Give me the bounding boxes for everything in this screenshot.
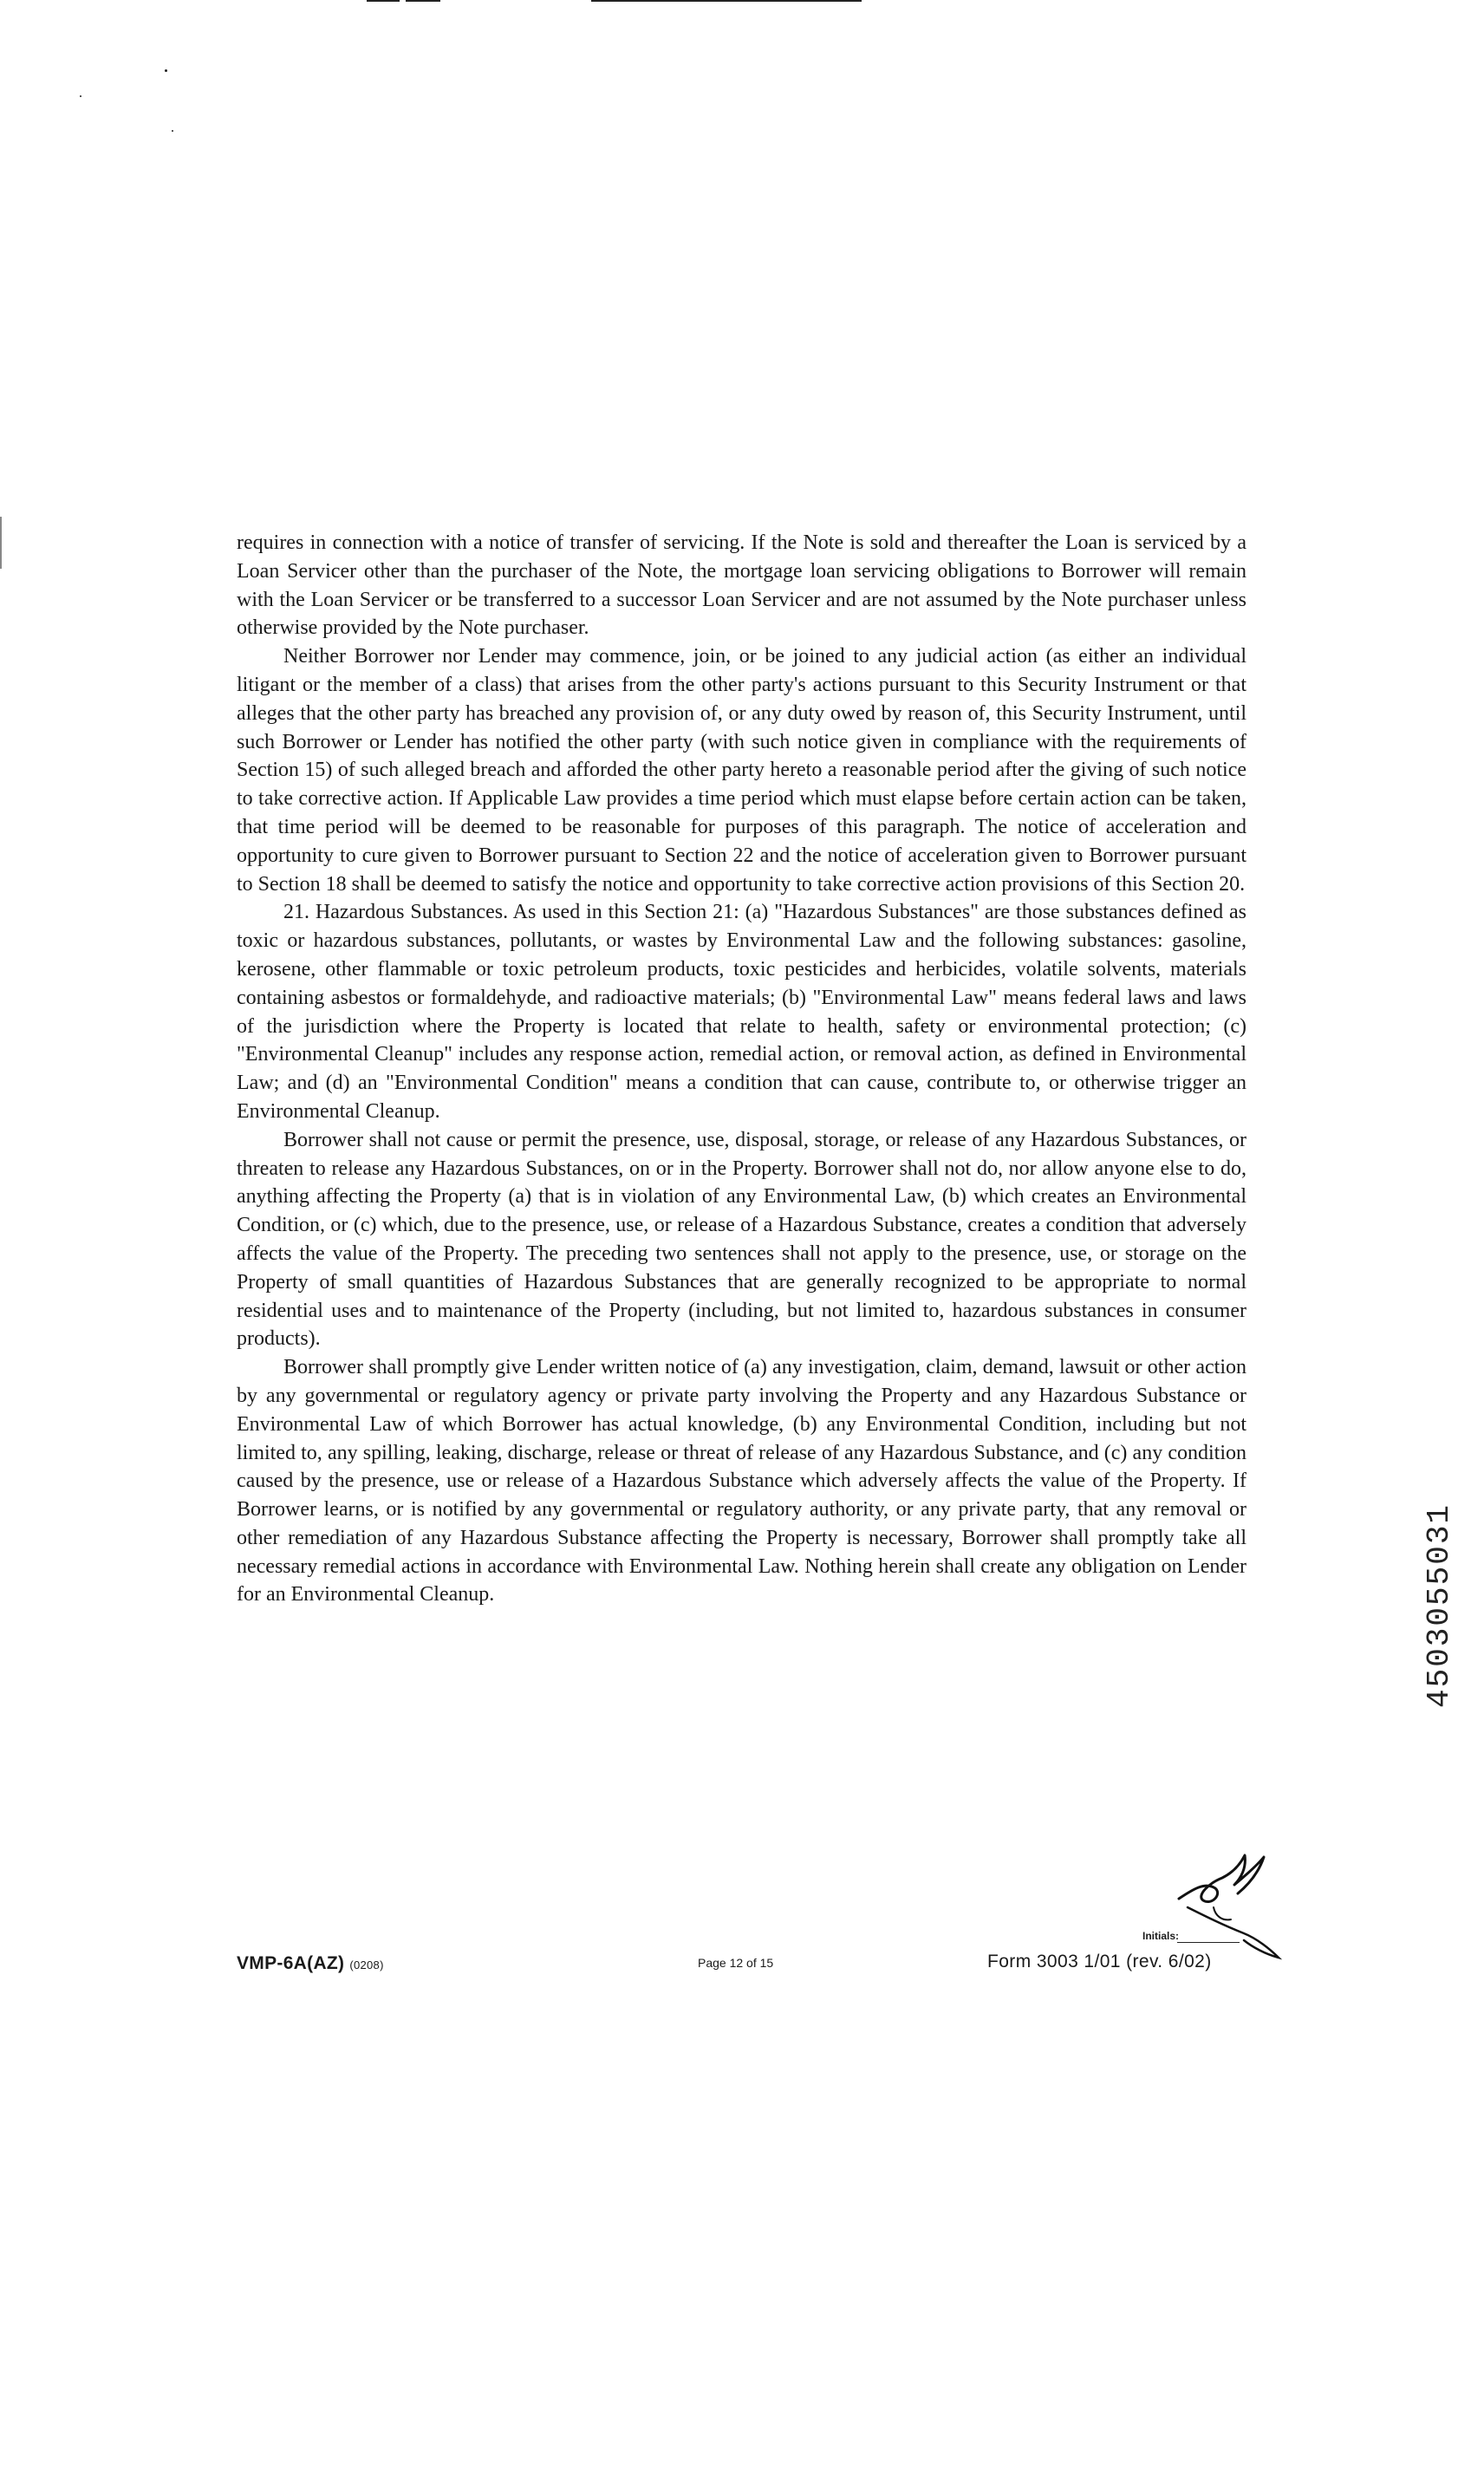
scan-dot-3 [172,130,173,132]
page-number: Page 12 of 15 [698,1956,774,1970]
initials-line [1177,1942,1240,1943]
scan-dot-2 [80,95,81,97]
form-id [237,1953,384,1974]
paragraph-borrower-shall-not: Borrower shall not cause or permit the presence, use, disposal, storage, or release of any Hazardous Substances, or threaten to release any Hazardous Substances, on or in the Property. Borrower shall not do, nor allow anyone else to do, anything affecting the Property (a) that is in violation of any Environmental Law, (b) which creates an Environmental Condition, or (c) which, due to the presence, use, or release of a Hazardous Substance, creates a condition that adversely affects the value of the Property. The preceding two sentences shall not apply to the presence, use, or storage on the Property of small quantities of Hazardous Substances that are generally recognized to be appropriate to normal residential uses and to maintenance of the Property (including, but not limited to, hazardous substances in consumer products). [237,1128,1246,1351]
paragraph-section-21: 21. Hazardous Substances. As used in this Section 21: (a) "Hazardous Substances" are those substances defined as toxic or hazardous substances, pollutants, or wastes by Environmental Law and the following substances: gasoline, kerosene, other flammable or toxic petroleum products, toxic pesticides and herbicides, volatile solvents, materials containing asbestos or formaldehyde, and radioactive materials; (b) "Environmental Law" means federal laws and laws of the jurisdiction where the Property is located that relate to health, safety or environmental protection; (c) "Environmental Cleanup" includes any response action, remedial action, or removal action, as defined in Environmental Law; and (d) an "Environmental Condition" means a condition that can cause, contribute to, or otherwise trigger an Environmental Cleanup. [237,901,1246,1123]
paragraph-judicial-action: Neither Borrower nor Lender may commence, join, or be joined to any judicial action (as either an individual litigant or the member of a class) that arises from the other party's actions pursuant to this Security Instrument or that alleges that the other party has breached any provision of, or any duty owed by reason of, this Security Instrument, until such Borrower or Lender has notified the other party (with such notice given in compliance with the requirements of Section 15) of such alleged breach and afforded the other party hereto a reasonable period after the giving of such notice to take corrective action. If Applicable Law provides a time period which must elapse before certain action can be taken, that time period will be deemed to be reasonable for purposes of this paragraph. The notice of acceleration and opportunity to cure given to Borrower pursuant to Section 22 and the notice of acceleration given to Borrower pursuant to Section 18 shall be deemed to satisfy the notice and opportunity to take corrective action provisions of this Section 20. [237,645,1246,896]
paragraph-servicer: requires in connection with a notice of transfer of servicing. If the Note is sold and thereafter the Loan is serviced by a Loan Servicer other than the purchaser of the Note, the mortgage loan servicing obligations to Borrower will remain with the Loan Servicer or be transferred to a successor Loan Servicer and are not assumed by the Note purchaser unless otherwise provided by the Note purchaser. [237,531,1246,640]
paragraph-borrower-notice: Borrower shall promptly give Lender written notice of (a) any investigation, claim, demand, lawsuit or other action by any governmental or regulatory agency or private party involving the Property and any Hazardous Substance or Environmental Law of which Borrower has actual knowledge, (b) any Environmental Condition, including but not limited to, any spilling, leaking, discharge, release or threat of release of any Hazardous Substance, and (c) any condition caused by the presence, use or release of a Hazardous Substance which adversely affects the value of the Property. If Borrower learns, or is notified by any governmental or regulatory authority, or any private party, that any removal or other remediation of any Hazardous Substance affecting the Property is necessary, Borrower shall promptly take all necessary remedial actions in accordance with Environmental Law. Nothing herein shall create any obligation on Lender for an Environmental Cleanup. [237,1356,1246,1606]
form-code: (0208) [349,1958,384,1971]
scan-mark-top-3 [591,0,862,2]
form-number: Form 3003 1/01 (rev. 6/02) [987,1952,1212,1971]
scan-mark-top-2 [406,0,440,2]
document-body [237,529,1246,1609]
form-id-text: VMP-6A(AZ) [237,1953,345,1973]
side-document-number: 4503055031 [1422,1502,1457,1708]
handwritten-initials-signature [1162,1847,1292,1964]
scan-dot-1 [165,69,167,72]
scan-mark-top-1 [367,0,400,2]
scan-mark-left [0,517,2,569]
initials-label: Initials: [1142,1930,1180,1942]
